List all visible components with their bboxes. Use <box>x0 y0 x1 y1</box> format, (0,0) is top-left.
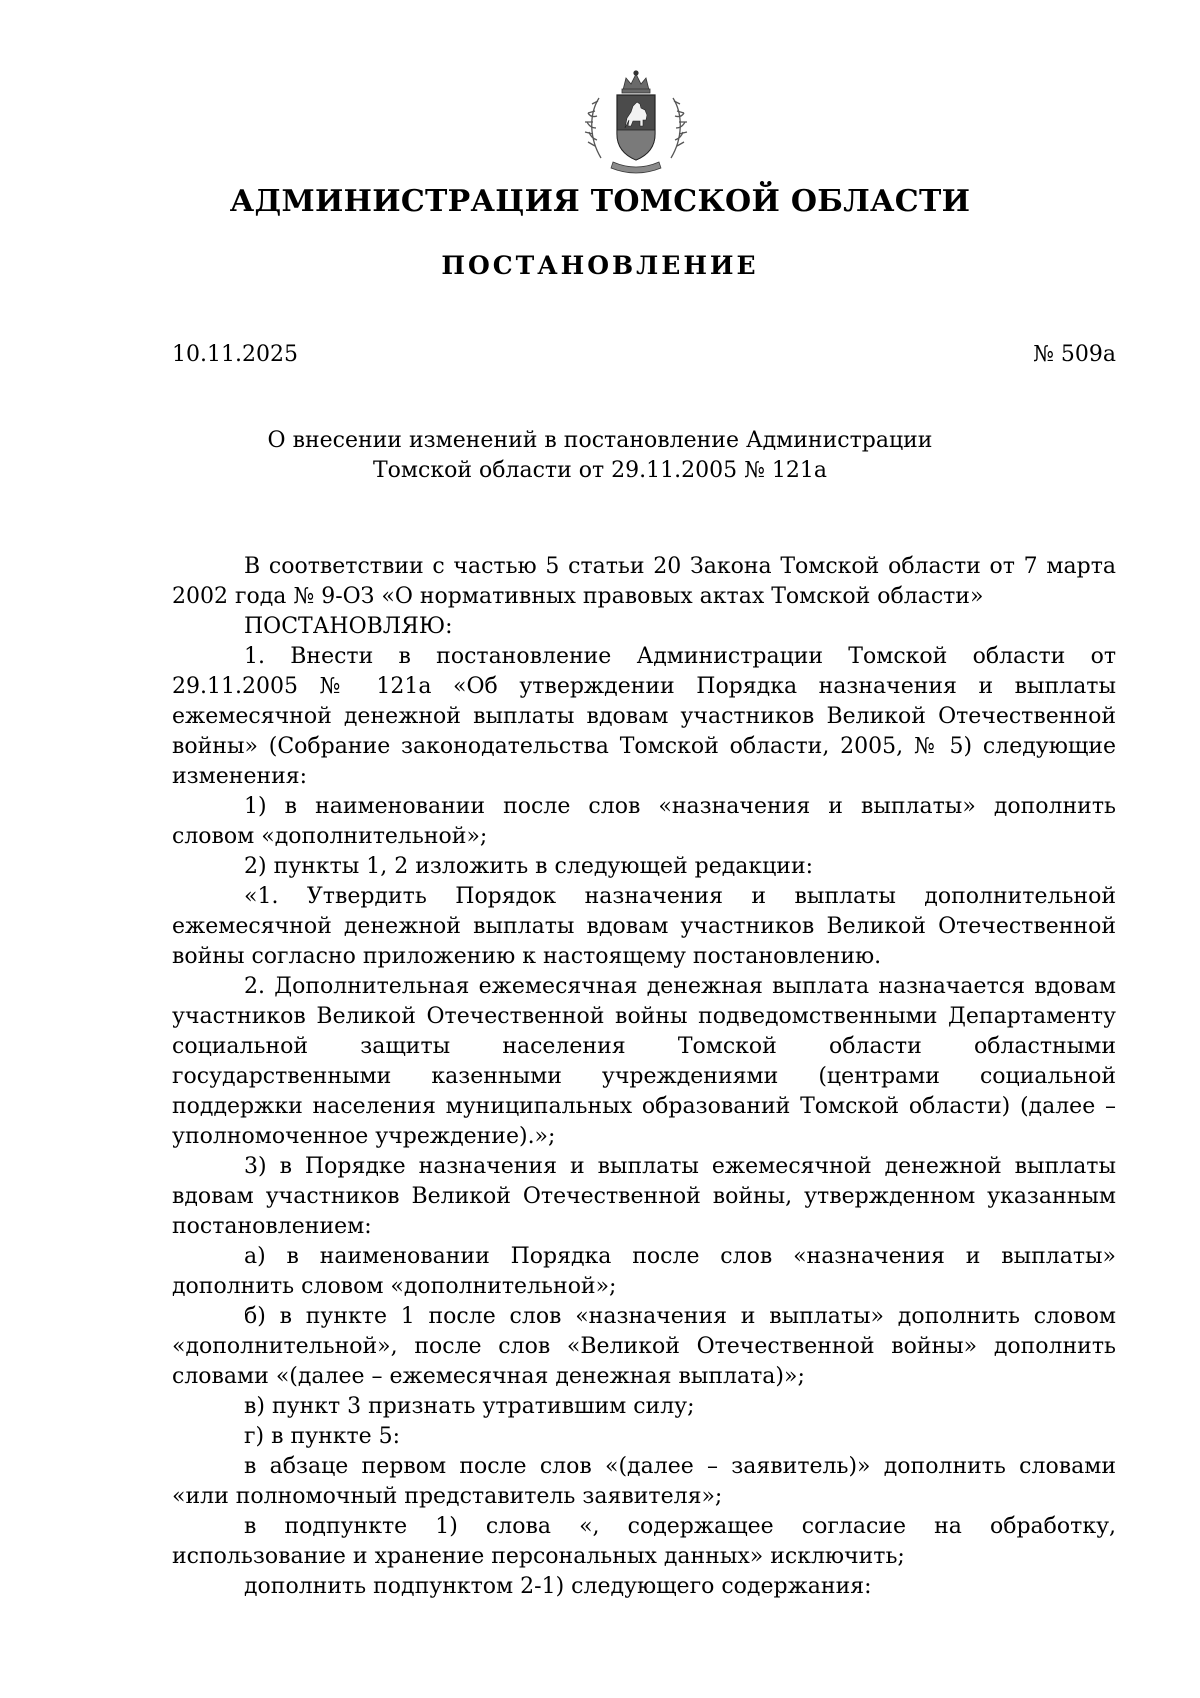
subject-line-2: Томской области от 29.11.2005 № 121а <box>372 458 828 483</box>
body-paragraph: в) пункт 3 признать утратившим силу; <box>244 1394 695 1419</box>
body-paragraph: а) в наименовании Порядка после слов «назначения и выплаты» дополнить словом «дополнительной»; <box>172 1244 1116 1299</box>
body-paragraph: 1) в наименовании после слов «назначения и выплаты» дополнить словом «дополнительной»; <box>172 794 1116 849</box>
body-paragraph: в подпункте 1) слова «, содержащее согласие на обработку, использование и хранение персональных данных» исключить; <box>172 1514 1116 1569</box>
document-subject <box>0 426 1200 486</box>
body-paragraph: в абзаце первом после слов «(далее – заявитель)» дополнить словами «или полномочный представитель заявителя»; <box>172 1454 1116 1509</box>
organization-title: АДМИНИСТРАЦИЯ ТОМСКОЙ ОБЛАСТИ <box>229 184 971 219</box>
body-paragraph: 1. Внести в постановление Администрации Томской области от 29.11.2005 № 121а «Об утверждении Порядка назначения и выплаты ежемесячной денежной выплаты вдовам участников Великой Отечественной войны» (Собрание законодательства Томской области, 2005, № 5) следующие изменения: <box>172 644 1116 789</box>
body-paragraph-resolution: ПОСТАНОВЛЯЮ: <box>244 614 453 639</box>
body-paragraph: В соответствии с частью 5 статьи 20 Закона Томской области от 7 марта 2002 года № 9-ОЗ «О нормативных правовых актах Томской области» <box>172 554 1116 609</box>
body-paragraph: 2) пункты 1, 2 изложить в следующей редакции: <box>244 854 814 879</box>
body-paragraph: б) в пункте 1 после слов «назначения и выплаты» дополнить словом «дополнительной», после слов «Великой Отечественной войны» дополнить словами «(далее – ежемесячная денежная выплата)»; <box>172 1304 1116 1389</box>
body-paragraph: 3) в Порядке назначения и выплаты ежемесячной денежной выплаты вдовам участников Великой Отечественной войны, утвержденном указанным постановлением: <box>172 1154 1116 1239</box>
subject-line-1: О внесении изменений в постановление Администрации <box>267 428 933 453</box>
document-body <box>172 552 1116 1602</box>
body-paragraph: г) в пункте 5: <box>244 1424 401 1449</box>
body-paragraph: 2. Дополнительная ежемесячная денежная выплата назначается вдовам участников Великой Отечественной войны подведомственными Департаменту социальной защиты населения Томской области областными государственными казенными учреждениями (центрами социальной поддержки населения муниципальных образований Томской области) (далее – уполномоченное учреждение).»; <box>172 974 1116 1149</box>
document-number: № 509а <box>1033 342 1116 367</box>
body-paragraph: дополнить подпунктом 2-1) следующего содержания: <box>244 1574 872 1599</box>
document-date: 10.11.2025 <box>172 342 298 367</box>
coat-of-arms-icon <box>583 68 689 176</box>
body-paragraph: «1. Утвердить Порядок назначения и выплаты дополнительной ежемесячной денежной выплаты вдовам участников Великой Отечественной войны согласно приложению к настоящему постановлению. <box>172 884 1116 969</box>
document-type: ПОСТАНОВЛЕНИЕ <box>441 251 759 280</box>
